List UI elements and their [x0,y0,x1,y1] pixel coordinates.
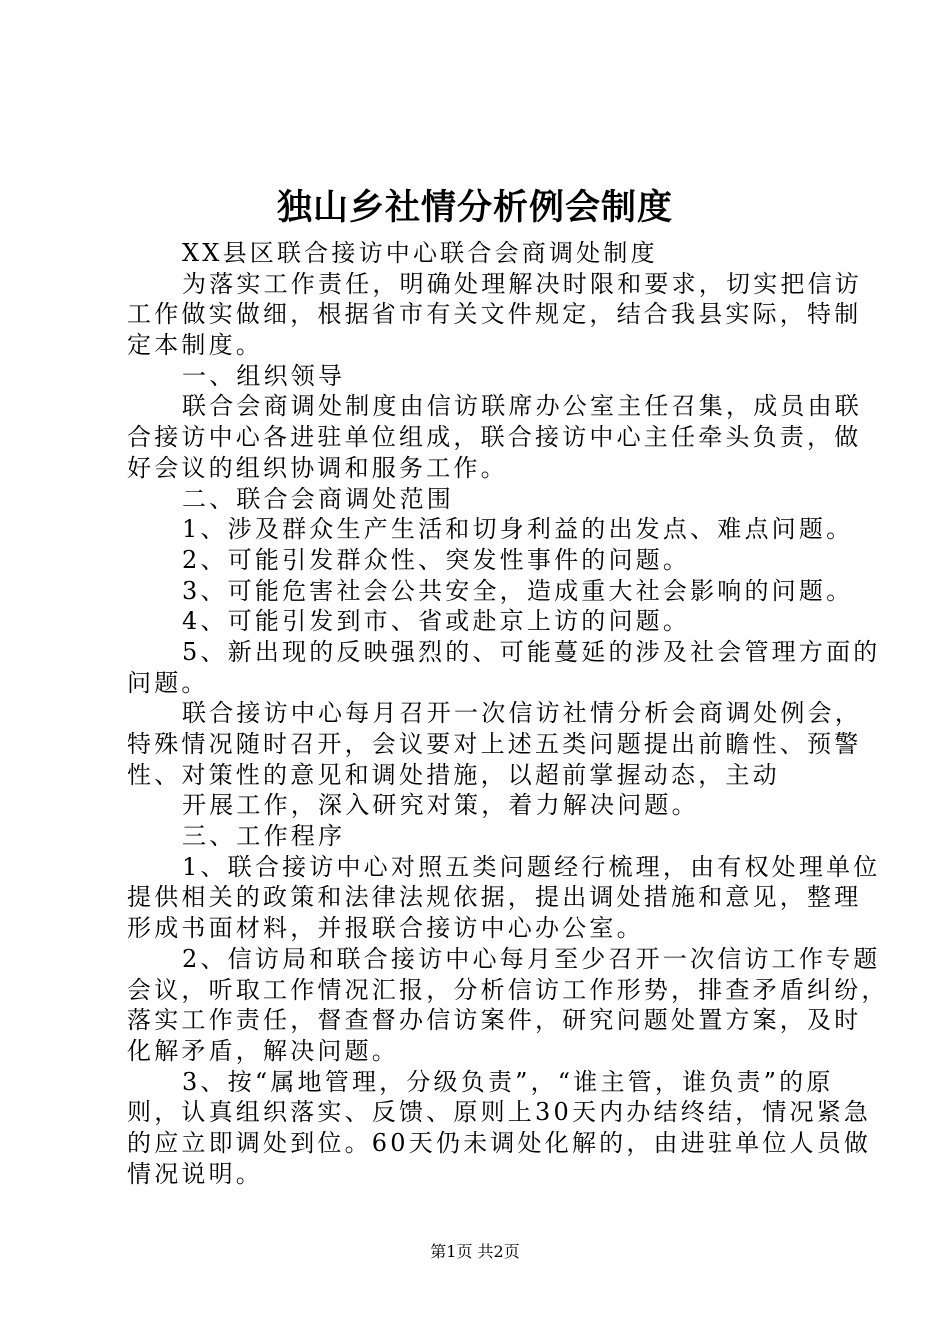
body-line: 问题。 [127,668,209,697]
body-line: XX县区联合接访中心联合会商调处制度 [182,239,658,267]
body-line: 1、涉及群众生产生活和切身利益的出发点、难点问题。 [182,515,854,544]
body-line: 落实工作责任，督查督办信访案件，研究问题处置方案，及时 [127,1006,862,1035]
body-line: 4、可能引发到市、省或赴京上访的问题。 [182,607,691,636]
body-line: 性、对策性的意见和调处措施，以超前掌握动态，主动 [127,760,780,789]
document-title: 独山乡社情分析例会制度 [276,187,673,228]
body-line: 联合接访中心每月召开一次信访社情分析会商调处例会， [182,699,862,728]
body-line: 会议，听取工作情况汇报，分析信访工作形势，排查矛盾纠纷， [127,975,889,1004]
body-line: 情况说明。 [127,1159,263,1188]
body-line: 工作做实做细，根据省市有关文件规定，结合我县实际，特制 [127,300,862,329]
body-line: 形成书面材料，并报联合接访中心办公室。 [127,914,644,943]
body-line: 则，认真组织落实、反馈、原则上30天内办结终结，情况紧急 [127,1098,872,1127]
body-line: 提供相关的政策和法律法规依据，提出调处措施和意见，整理 [127,883,862,912]
body-line: 3、按“属地管理，分级负责”，“谁主管，谁负责”的原 [182,1067,834,1096]
body-line: 1、联合接访中心对照五类问题经行梳理，由有权处理单位 [182,852,881,881]
body-line: 2、信访局和联合接访中心每月至少召开一次信访工作专题 [182,944,881,973]
body-line: 为落实工作责任，明确处理解决时限和要求，切实把信访 [182,269,862,298]
page-footer: 第1页 共2页 [430,1242,520,1261]
body-line: 5、新出现的反映强烈的、可能蔓延的涉及社会管理方面的 [182,637,881,666]
body-line: 好会议的组织协调和服务工作。 [127,453,508,482]
body-line: 化解矛盾，解决问题。 [127,1036,399,1065]
body-line: 开展工作，深入研究对策，着力解决问题。 [182,791,699,820]
body-line: 联合会商调处制度由信访联席办公室主任召集，成员由联 [182,392,862,421]
body-line: 2、可能引发群众性、突发性事件的问题。 [182,545,691,574]
body-line: 三、工作程序 [182,822,346,851]
document-body [127,238,889,1189]
body-line: 的应立即调处到位。60天仍未调处化解的，由进驻单位人员做 [127,1128,872,1157]
body-line: 一、组织领导 [182,361,346,390]
body-line: 合接访中心各进驻单位组成，联合接访中心主任牵头负责，做 [127,423,862,452]
body-line: 二、联合会商调处范围 [182,484,454,513]
body-line: 定本制度。 [127,331,263,360]
body-line: 3、可能危害社会公共安全，造成重大社会影响的问题。 [182,576,854,605]
body-line: 特殊情况随时召开，会议要对上述五类问题提出前瞻性、预警 [127,730,862,758]
